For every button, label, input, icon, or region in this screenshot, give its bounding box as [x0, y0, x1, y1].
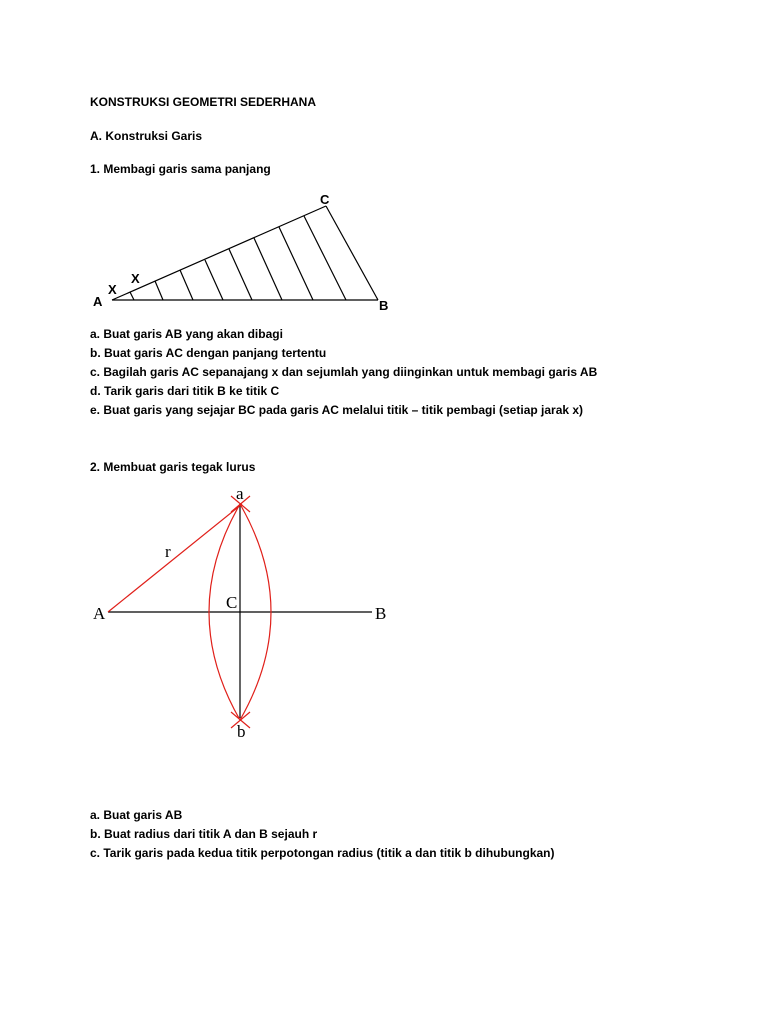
arc-tick-bottom-1 — [231, 712, 250, 728]
parallel-line — [205, 260, 223, 300]
part1-heading: 1. Membagi garis sama panjang — [90, 162, 271, 176]
part1-step-e: e. Buat garis yang sejajar BC pada garis AC melalui titik – titik pembagi (setiap jarak x) — [90, 403, 584, 417]
label-point-b: b — [237, 722, 246, 741]
arc-right — [240, 504, 271, 720]
label-x2: X — [131, 271, 140, 286]
label-x1: X — [108, 282, 117, 297]
label-r: r — [165, 542, 171, 561]
part1-step-a: a. Buat garis AB yang akan dibagi — [90, 327, 283, 341]
part2-step-a: a. Buat garis AB — [90, 808, 183, 822]
label-c: C — [320, 192, 330, 207]
line-ac — [112, 206, 326, 300]
label-point-a: a — [236, 484, 244, 503]
parallel-line — [130, 292, 134, 300]
document-title: KONSTRUKSI GEOMETRI SEDERHANA — [90, 95, 317, 109]
parallel-line — [279, 227, 313, 300]
radius-line-r — [108, 504, 242, 612]
arc-tick-top-2 — [231, 496, 250, 512]
part2-step-c: c. Tarik garis pada kedua titik perpotongan radius (titik a dan titik b dihubungkan) — [90, 846, 555, 860]
label-b: B — [375, 604, 387, 623]
label-b: B — [379, 298, 389, 313]
part1-step-b: b. Buat garis AC dengan panjang tertentu — [90, 346, 327, 360]
arc-tick-bottom-2 — [231, 712, 250, 728]
arc-tick-top-1 — [231, 496, 250, 512]
section-heading: A. Konstruksi Garis — [90, 129, 203, 143]
part1-step-c: c. Bagilah garis AC sepanajang x dan sejumlah yang diinginkan untuk membagi garis AB — [90, 365, 598, 379]
part1-step-d: d. Tarik garis dari titik B ke titik C — [90, 384, 280, 398]
arc-left — [209, 504, 240, 720]
part2-step-b: b. Buat radius dari titik A dan B sejauh r — [90, 827, 318, 841]
part2-heading: 2. Membuat garis tegak lurus — [90, 460, 256, 474]
parallel-line — [229, 249, 252, 300]
parallel-line — [304, 216, 346, 300]
parallel-line — [254, 238, 282, 300]
label-a: A — [93, 604, 106, 623]
label-a: A — [93, 294, 103, 309]
parallel-line — [180, 270, 193, 300]
line-bc — [326, 206, 378, 300]
parallel-line — [155, 281, 163, 300]
label-c: C — [226, 593, 238, 612]
